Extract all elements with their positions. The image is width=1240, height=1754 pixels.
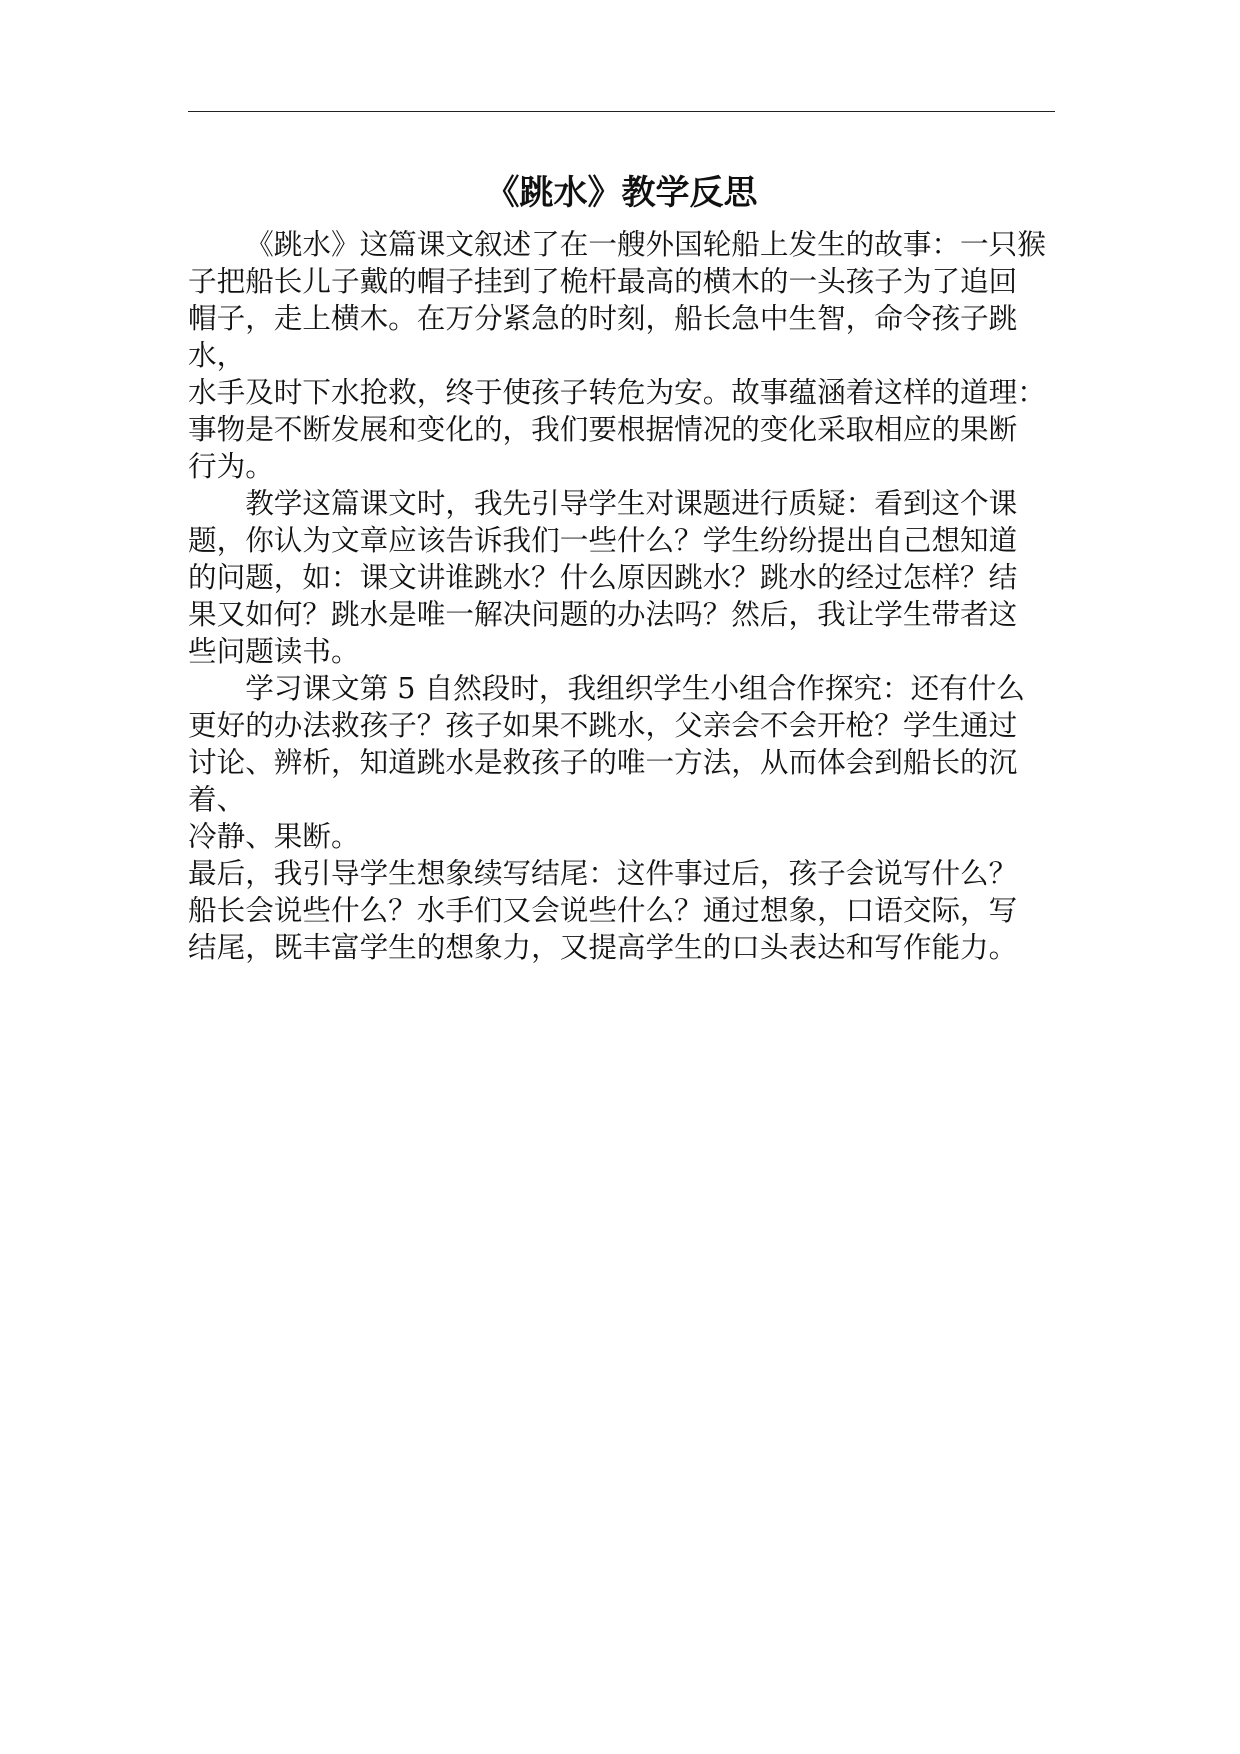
text-line: 冷静、果断。 <box>188 819 360 853</box>
text-line: 《跳水》这篇课文叙述了在一艘外国轮船上发生的故事：一只猴 <box>245 227 1046 261</box>
text-line: 的问题，如：课文讲谁跳水？什么原因跳水？跳水的经过怎样？结 <box>188 560 1018 594</box>
text-line: 更好的办法救孩子？孩子如果不跳水，父亲会不会开枪？学生通过 <box>188 708 1018 742</box>
text-line: 船长会说些什么？水手们又会说些什么？通过想象，口语交际，写 <box>188 893 1018 927</box>
text-line: 学习课文第 5 自然段时，我组织学生小组合作探究：还有什么 <box>245 671 1025 705</box>
text-line: 些问题读书。 <box>188 634 360 668</box>
text-line: 结尾，既丰富学生的想象力，又提高学生的口头表达和写作能力。 <box>188 930 1018 964</box>
text-line: 水手及时下水抢救，终于使孩子转危为安。故事蕴涵着这样的道理： <box>188 375 1046 409</box>
header-rule <box>188 111 1055 112</box>
text-line: 果又如何？跳水是唯一解决问题的办法吗？然后，我让学生带者这 <box>188 597 1018 631</box>
paragraph-2 <box>188 485 1060 670</box>
text-line: 帽子，走上横木。在万分紧急的时刻，船长急中生智，命令孩子跳水， <box>188 301 1018 372</box>
text-line: 题，你认为文章应该告诉我们一些什么？学生纷纷提出自己想知道 <box>188 523 1018 557</box>
document-body <box>188 226 1060 966</box>
text-line: 教学这篇课文时，我先引导学生对课题进行质疑：看到这个课 <box>245 486 1018 520</box>
paragraph-4 <box>188 855 1060 966</box>
text-line: 子把船长儿子戴的帽子挂到了桅杆最高的横木的一头孩子为了追回 <box>188 264 1018 298</box>
paragraph-1 <box>188 226 1060 485</box>
paragraph-3 <box>188 670 1060 855</box>
document-title: 《跳水》教学反思 <box>485 173 758 213</box>
text-line: 行为。 <box>188 449 274 483</box>
text-line: 讨论、辨析，知道跳水是救孩子的唯一方法，从而体会到船长的沉着、 <box>188 745 1018 816</box>
text-line: 事物是不断发展和变化的，我们要根据情况的变化采取相应的果断 <box>188 412 1018 446</box>
text-line: 最后，我引导学生想象续写结尾：这件事过后，孩子会说写什么？ <box>188 856 1018 890</box>
